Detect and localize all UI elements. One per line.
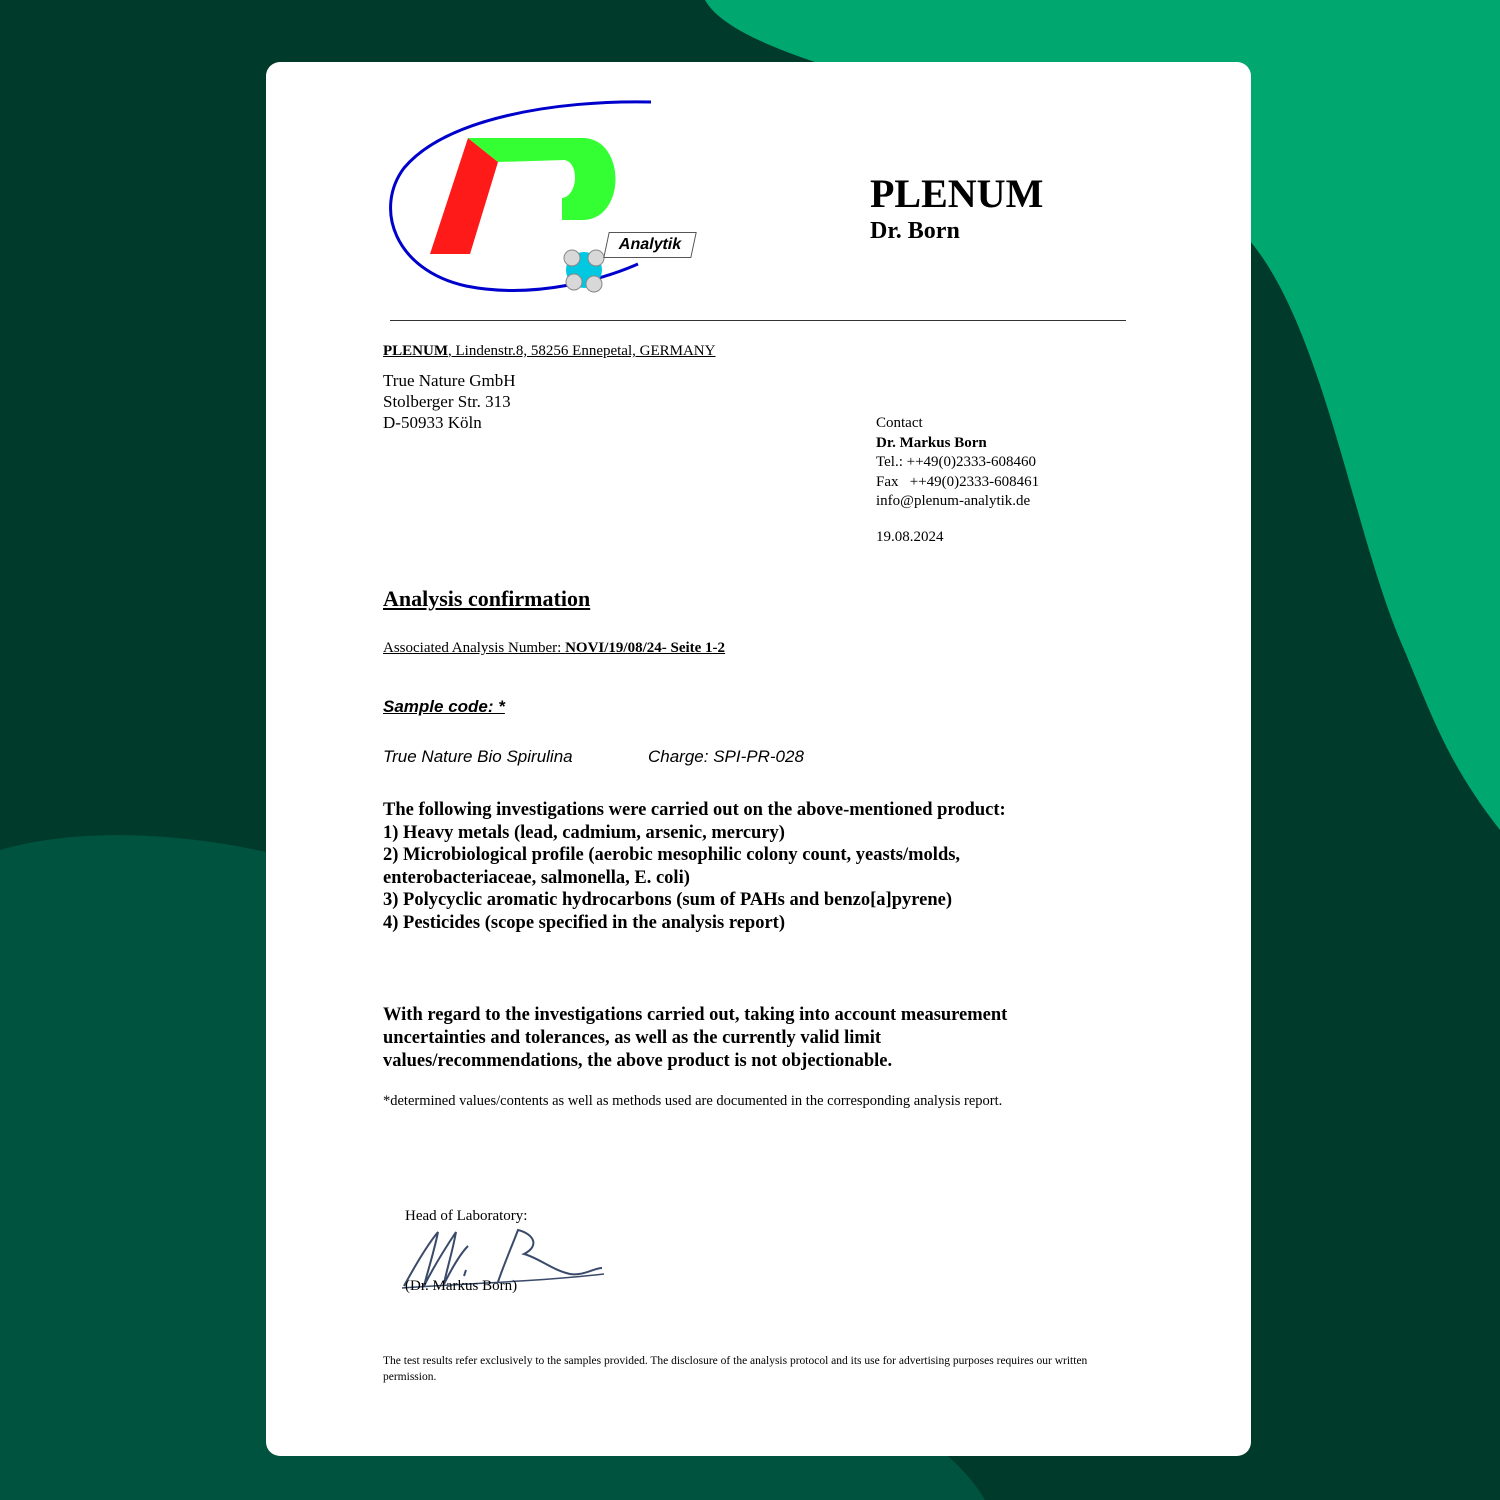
- investigation-item: 1) Heavy metals (lead, cadmium, arsenic, mercury): [383, 822, 785, 843]
- sender-address: [383, 343, 715, 360]
- conclusion-line: values/recommendations, the above product is not objectionable.: [383, 1051, 893, 1071]
- investigations-list: [383, 799, 1006, 935]
- investigation-item: 4) Pesticides (scope specified in the analysis report): [383, 912, 785, 933]
- conclusion-text: [383, 1004, 1007, 1073]
- conclusion-line: With regard to the investigations carried out, taking into account measurement: [383, 1005, 1008, 1025]
- company-subtitle: Dr. Born: [870, 218, 960, 244]
- analysis-number-value: NOVI/19/08/24- Seite 1-2: [565, 640, 726, 656]
- contact-fax: Fax ++49(0)2333-608461: [876, 473, 1040, 490]
- contact-label: Contact: [876, 415, 923, 431]
- investigation-item: enterobacteriaceae, salmonella, E. coli): [383, 867, 690, 888]
- contact-tel: Tel.: ++49(0)2333-608460: [876, 454, 1037, 470]
- disclaimer: The test results refer exclusively to the samples provided. The disclosure of the analysis protocol and its use for advertising purposes requires our written permission.: [383, 1355, 1088, 1383]
- contact-email: info@plenum-analytik.de: [876, 493, 1031, 509]
- document-date: 19.08.2024: [876, 529, 944, 545]
- investigations-intro: The following investigations were carried out on the above-mentioned product:: [383, 800, 1006, 820]
- analysis-number: [383, 640, 725, 657]
- company-name: PLENUM: [870, 171, 1044, 216]
- sender-street: , Lindenstr.8, 58256 Ennepetal, GERMANY: [448, 343, 716, 359]
- contact-name: Dr. Markus Born: [876, 434, 987, 451]
- recipient-line: Stolberger Str. 313: [383, 392, 511, 411]
- document-title: Analysis confirmation: [383, 586, 591, 611]
- recipient-address: [383, 370, 516, 433]
- contact-block: [876, 414, 1039, 512]
- signer-name: (Dr. Markus Born): [405, 1278, 518, 1294]
- recipient-line: D-50933 Köln: [383, 413, 482, 432]
- plenum-analytik-logo: [386, 98, 684, 308]
- investigation-item: 3) Polycyclic aromatic hydrocarbons (sum of PAHs and benzo[a]pyrene): [383, 890, 953, 911]
- sample-charge: Charge: SPI-PR-028: [648, 747, 804, 766]
- footnote: *determined values/contents as well as methods used are documented in the corresponding analysis report.: [383, 1093, 1003, 1109]
- document-page: [266, 62, 1251, 1456]
- analysis-number-label: Associated Analysis Number:: [383, 640, 566, 656]
- signature-label: Head of Laboratory:: [405, 1208, 528, 1224]
- sample-product: True Nature Bio Spirulina: [383, 747, 573, 766]
- sample-code-label: Sample code: *: [383, 697, 505, 716]
- molecule-icon: [564, 250, 604, 292]
- recipient-line: True Nature GmbH: [383, 371, 516, 390]
- logo-analytik-text: Analytik: [603, 232, 697, 258]
- sender-name: PLENUM: [383, 343, 448, 359]
- conclusion-line: uncertainties and tolerances, as well as the currently valid limit: [383, 1028, 882, 1048]
- header-divider: [390, 320, 1126, 321]
- investigation-item: 2) Microbiological profile (aerobic mesophilic colony count, yeasts/molds,: [383, 845, 961, 866]
